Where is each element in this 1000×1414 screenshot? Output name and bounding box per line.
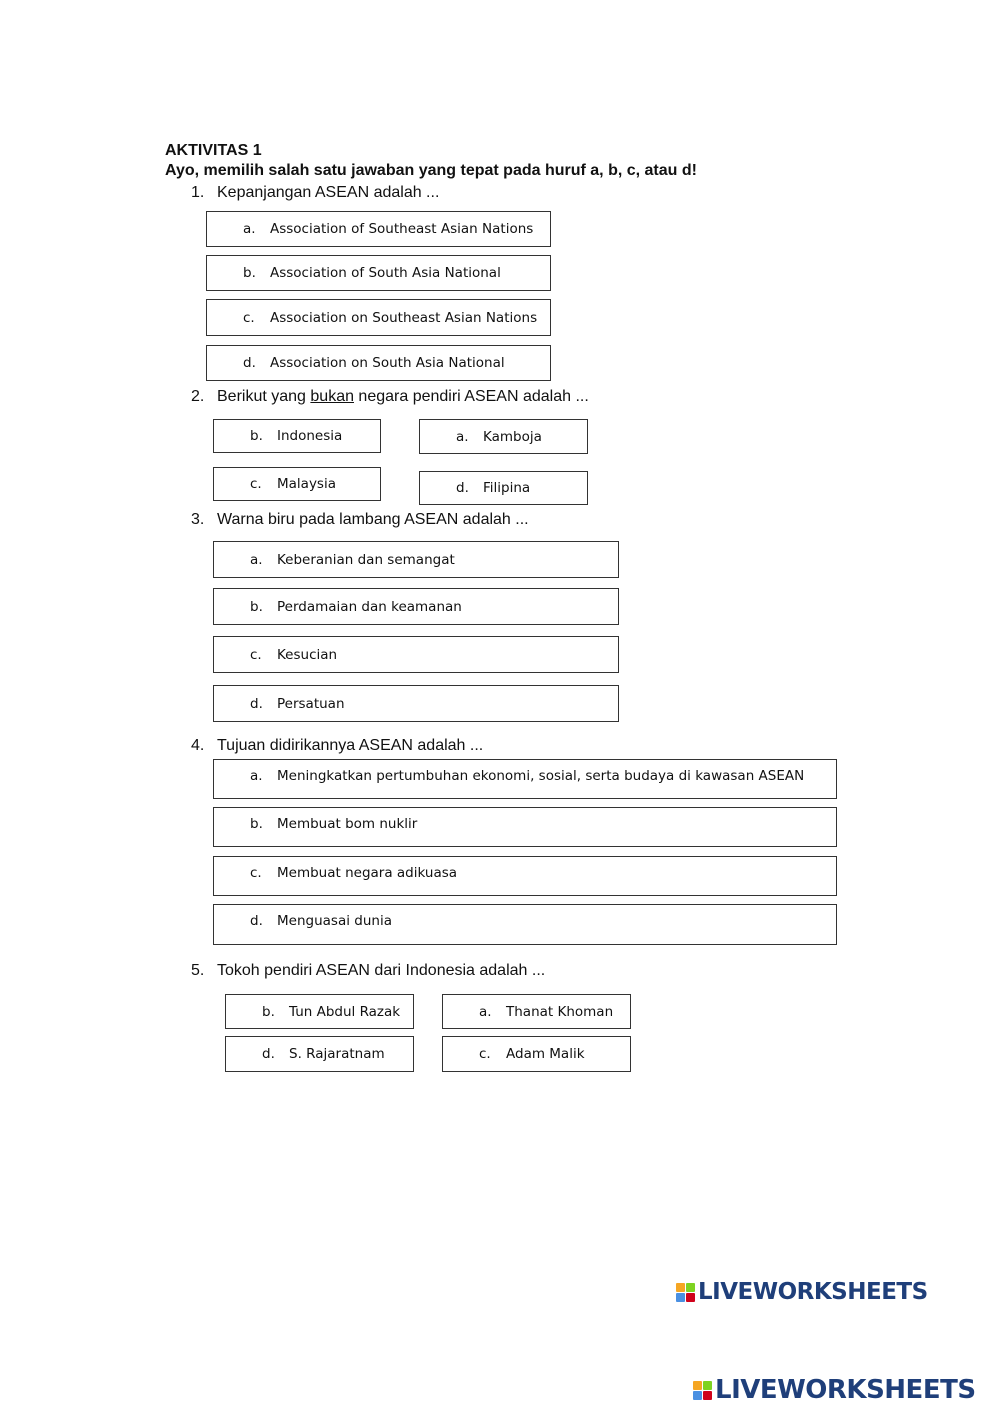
answer-option-1d[interactable]: d. Association on South Asia National — [206, 345, 551, 381]
question-1 — [191, 184, 439, 202]
liveworksheets-mark-icon — [676, 1283, 695, 1302]
question-text: Tujuan didirikannya ASEAN adalah ... — [217, 737, 484, 754]
answer-option-3c[interactable]: c. Kesucian — [213, 636, 619, 673]
liveworksheets-mark-icon — [693, 1381, 712, 1400]
answer-option-4b[interactable]: b. Membuat bom nuklir — [213, 807, 837, 847]
answer-option-2c[interactable]: c. Malaysia — [213, 467, 381, 501]
answer-option-3b[interactable]: b. Perdamaian dan keamanan — [213, 588, 619, 625]
answer-option-5b[interactable]: b. Tun Abdul Razak — [225, 994, 414, 1029]
question-3 — [191, 511, 529, 529]
question-number: 4. — [191, 737, 205, 754]
logo-text: LIVEWORKSHEETS — [698, 1279, 928, 1305]
answer-option-1b[interactable]: b. Association of South Asia National — [206, 255, 551, 291]
worksheet-title: AKTIVITAS 1 — [165, 142, 262, 159]
answer-option-4a[interactable]: a. Meningkatkan pertumbuhan ekonomi, sosial, serta budaya di kawasan ASEAN — [213, 759, 837, 799]
answer-option-1c[interactable]: c. Association on Southeast Asian Nations — [206, 299, 551, 336]
question-5 — [191, 962, 545, 980]
question-2 — [191, 388, 589, 406]
question-number: 3. — [191, 511, 205, 528]
answer-option-5a[interactable]: a. Thanat Khoman — [442, 994, 631, 1029]
question-4 — [191, 737, 483, 755]
answer-option-4d[interactable]: d. Menguasai dunia — [213, 904, 837, 945]
answer-option-2b[interactable]: b. Indonesia — [213, 419, 381, 453]
question-text: Berikut yang bukan negara pendiri ASEAN adalah ... — [217, 388, 589, 405]
answer-option-3d[interactable]: d. Persatuan — [213, 685, 619, 722]
logo-text: LIVEWORKSHEETS — [715, 1375, 976, 1405]
answer-option-4c[interactable]: c. Membuat negara adikuasa — [213, 856, 837, 896]
question-number: 2. — [191, 388, 205, 405]
liveworksheets-footer-logo — [693, 1375, 976, 1405]
question-number: 5. — [191, 962, 205, 979]
question-text: Warna biru pada lambang ASEAN adalah ... — [217, 511, 529, 528]
answer-option-2a[interactable]: a. Kamboja — [419, 419, 588, 454]
instruction-text: Ayo, memilih salah satu jawaban yang tepat pada huruf a, b, c, atau d! — [165, 162, 697, 179]
answer-option-3a[interactable]: a. Keberanian dan semangat — [213, 541, 619, 578]
liveworksheets-logo — [676, 1279, 928, 1305]
answer-option-2d[interactable]: d. Filipina — [419, 471, 588, 505]
answer-option-5c[interactable]: c. Adam Malik — [442, 1036, 631, 1072]
answer-option-1a[interactable]: a. Association of Southeast Asian Nations — [206, 211, 551, 247]
answer-option-5d[interactable]: d. S. Rajaratnam — [225, 1036, 414, 1072]
question-text: Tokoh pendiri ASEAN dari Indonesia adalah ... — [217, 962, 546, 979]
question-number: 1. — [191, 184, 205, 201]
question-text: Kepanjangan ASEAN adalah ... — [217, 184, 440, 201]
